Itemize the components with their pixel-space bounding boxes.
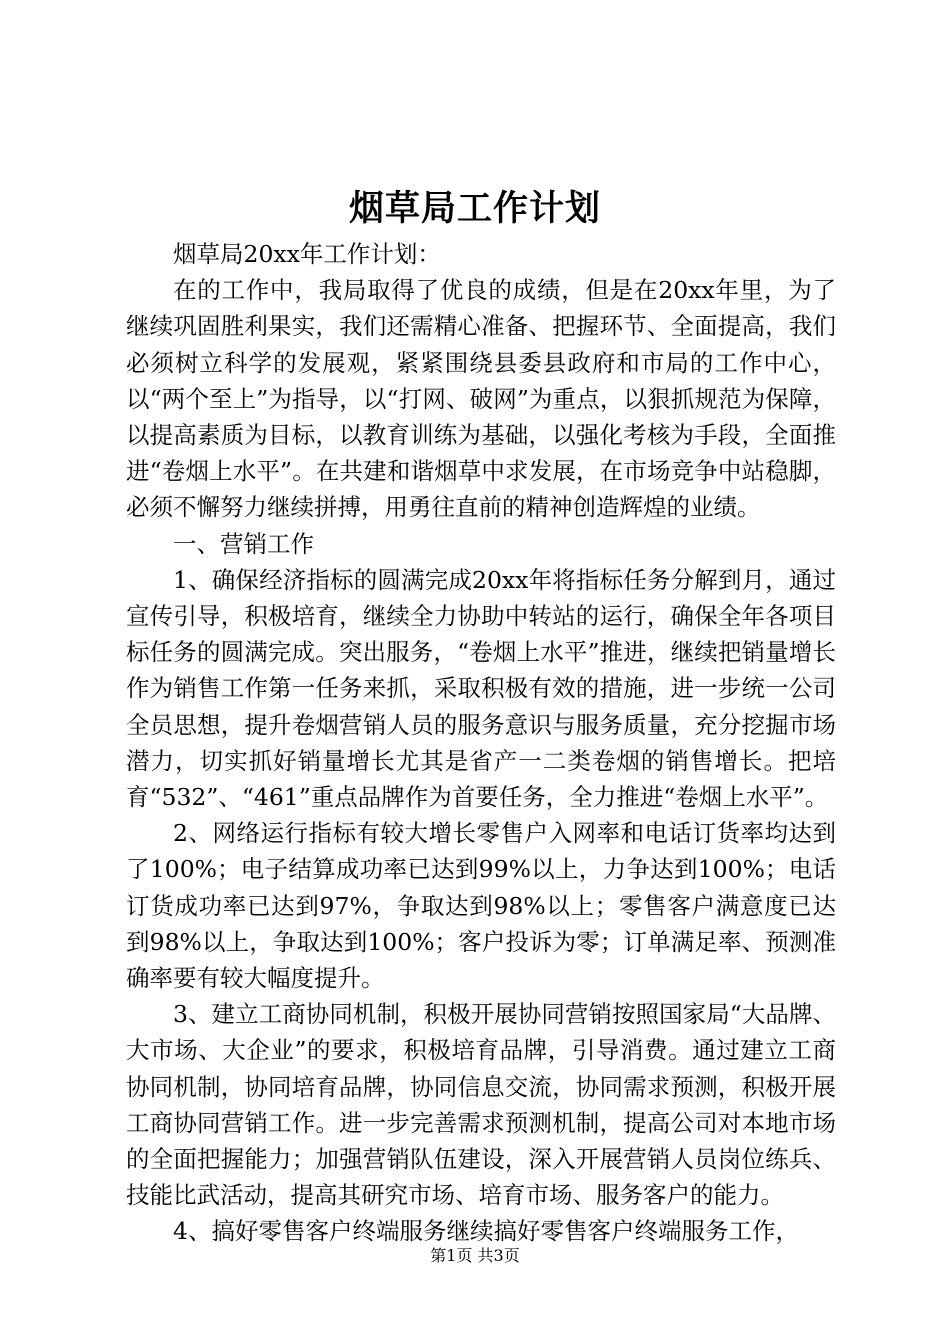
document-body bbox=[126, 236, 836, 1250]
item-3-paragraph: 3、建立工商协同机制，积极开展协同营销按照国家局“大品牌、大市场、大企业”的要求，积极培育品牌，引导消费。通过建立工商协同机制，协同培育品牌，协同信息交流，协同需求预测，积极开展工商协同营销工作。进一步完善需求预测机制，提高公司对本地市场的全面把握能力；加强营销队伍建设，深入开展营销人员岗位练兵、技能比武活动，提高其研究市场、培育市场、服务客户的能力。 bbox=[126, 1000, 836, 1210]
item-4-paragraph: 4、搞好零售客户终端服务继续搞好零售客户终端服务工作， bbox=[173, 1217, 799, 1246]
intro-paragraph: 烟草局20xx年工作计划： bbox=[173, 240, 441, 268]
overview-paragraph: 在的工作中，我局取得了优良的成绩，但是在20xx年里，为了继续巩固胜利果实，我们还需精心准备、把握环节、全面提高，我们必须树立科学的发展观，紧紧围绕县委县政府和市局的工作中心，以“两个至上”为指导，以“打网、破网”为重点，以狠抓规范为保障，以提高素质为目标，以教育训练为基础，以强化考核为手段，全面推进“卷烟上水平”。在共建和谐烟草中求发展，在市场竞争中站稳脚，必须不懈努力继续拼搏，用勇往直前的精神创造辉煌的业绩。 bbox=[126, 276, 836, 522]
item-2-paragraph: 2、网络运行指标有较大增长零售户入网率和电话订货率均达到了100%；电子结算成功率已达到99%以上，力争达到100%；电话订货成功率已达到97%，争取达到98%以上；零售客户满意度已达到98%以上，争取达到100%；客户投诉为零；订单满足率、预测准确率要有较大幅度提升。 bbox=[126, 819, 836, 993]
item-1-paragraph: 1、确保经济指标的圆满完成20xx年将指标任务分解到月，通过宣传引导，积极培育，继续全力协助中转站的运行，确保全年各项目标任务的圆满完成。突出服务，“卷烟上水平”推进，继续把销量增长作为销售工作第一任务来抓，采取积极有效的措施，进一步统一公司全员思想，提升卷烟营销人员的服务意识与服务质量，充分挖掘市场潜力，切实抓好销量增长尤其是省产一二类卷烟的销售增长。把培育“532”、“461”重点品牌作为首要任务，全力推进“卷烟上水平”。 bbox=[126, 565, 836, 812]
section-heading-marketing: 一、营销工作 bbox=[173, 529, 314, 558]
page-footer: 第1页 共3页 bbox=[430, 1246, 520, 1265]
document-title: 烟草局工作计划 bbox=[348, 188, 601, 229]
